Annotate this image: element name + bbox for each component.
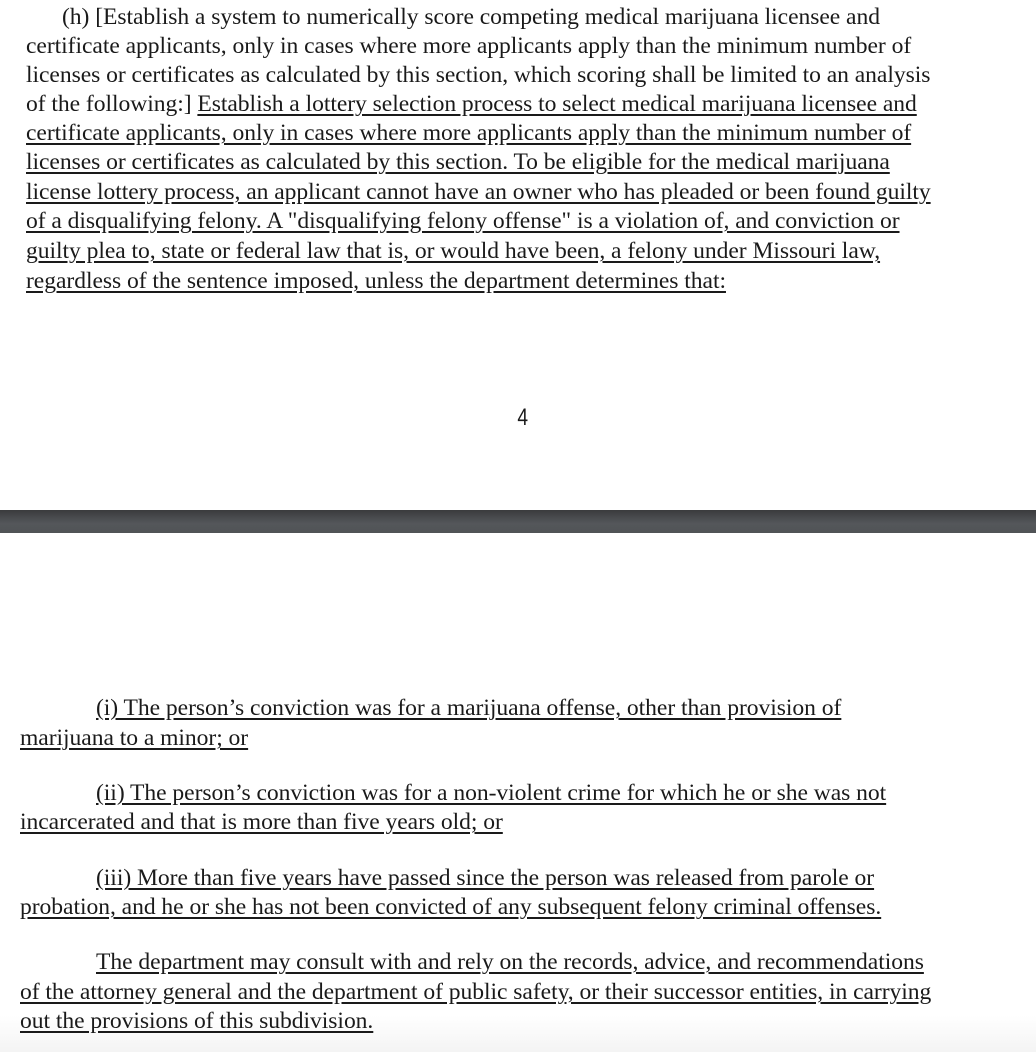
- inserted-text: Establish a lottery selection process to select medical marijuana licensee and: [197, 91, 917, 117]
- page-number: 4: [517, 404, 529, 431]
- paragraph-h-line-1: [62, 3, 880, 31]
- document-page-5: [0, 533, 1036, 1052]
- page-separator: [0, 510, 1036, 533]
- struck-text: of the following:]: [26, 91, 198, 117]
- struck-text: licenses or certificates as calculated by this section, which scoring shall be limited to an analysis: [26, 62, 931, 88]
- struck-text: (h) [Establish a system to numerically score competing medical marijuana licensee and: [62, 4, 880, 30]
- paragraph-h-line-9: guilty plea to, state or federal law that is, or would have been, a felony under Missouri law,: [26, 238, 881, 264]
- paragraph-h-line-8: of a disqualifying felony. A "disqualifying felony offense" is a violation of, and conviction or: [26, 208, 900, 234]
- closing-line-3: out the provisions of this subdivision.: [20, 1008, 374, 1034]
- paragraph-h-line-5: certificate applicants, only in cases where more applicants apply than the minimum number of: [26, 120, 912, 146]
- item-iii-line-2: probation, and he or she has not been convicted of any subsequent felony criminal offenses.: [20, 894, 882, 920]
- closing-line-2: of the attorney general and the department of public safety, or their successor entities, in carrying: [20, 979, 932, 1005]
- paragraph-h-line-10: regardless of the sentence imposed, unless the department determines that:: [26, 268, 726, 294]
- paragraph-h-line-4: [26, 90, 917, 118]
- paragraph-h-line-6: licenses or certificates as calculated by this section. To be eligible for the medical marijuana: [26, 149, 890, 175]
- paragraph-h-line-3: [26, 61, 930, 89]
- item-i-line-2: marijuana to a minor; or: [20, 725, 249, 751]
- paragraph-h-line-7: license lottery process, an applicant cannot have an owner who has pleaded or been found guilty: [26, 179, 931, 205]
- document-page-4: [0, 0, 1036, 510]
- item-i-line-1: (i) The person’s conviction was for a marijuana offense, other than provision of: [96, 695, 842, 721]
- item-ii-line-2: incarcerated and that is more than five years old; or: [20, 809, 503, 835]
- item-iii-line-1: (iii) More than five years have passed since the person was released from parole or: [96, 865, 875, 891]
- closing-line-1: The department may consult with and rely on the records, advice, and recommendations: [96, 949, 924, 975]
- struck-text: certificate applicants, only in cases where more applicants apply than the minimum number of: [26, 33, 912, 59]
- item-ii-line-1: (ii) The person’s conviction was for a non-violent crime for which he or she was not: [96, 780, 887, 806]
- paragraph-h-line-2: [26, 32, 911, 60]
